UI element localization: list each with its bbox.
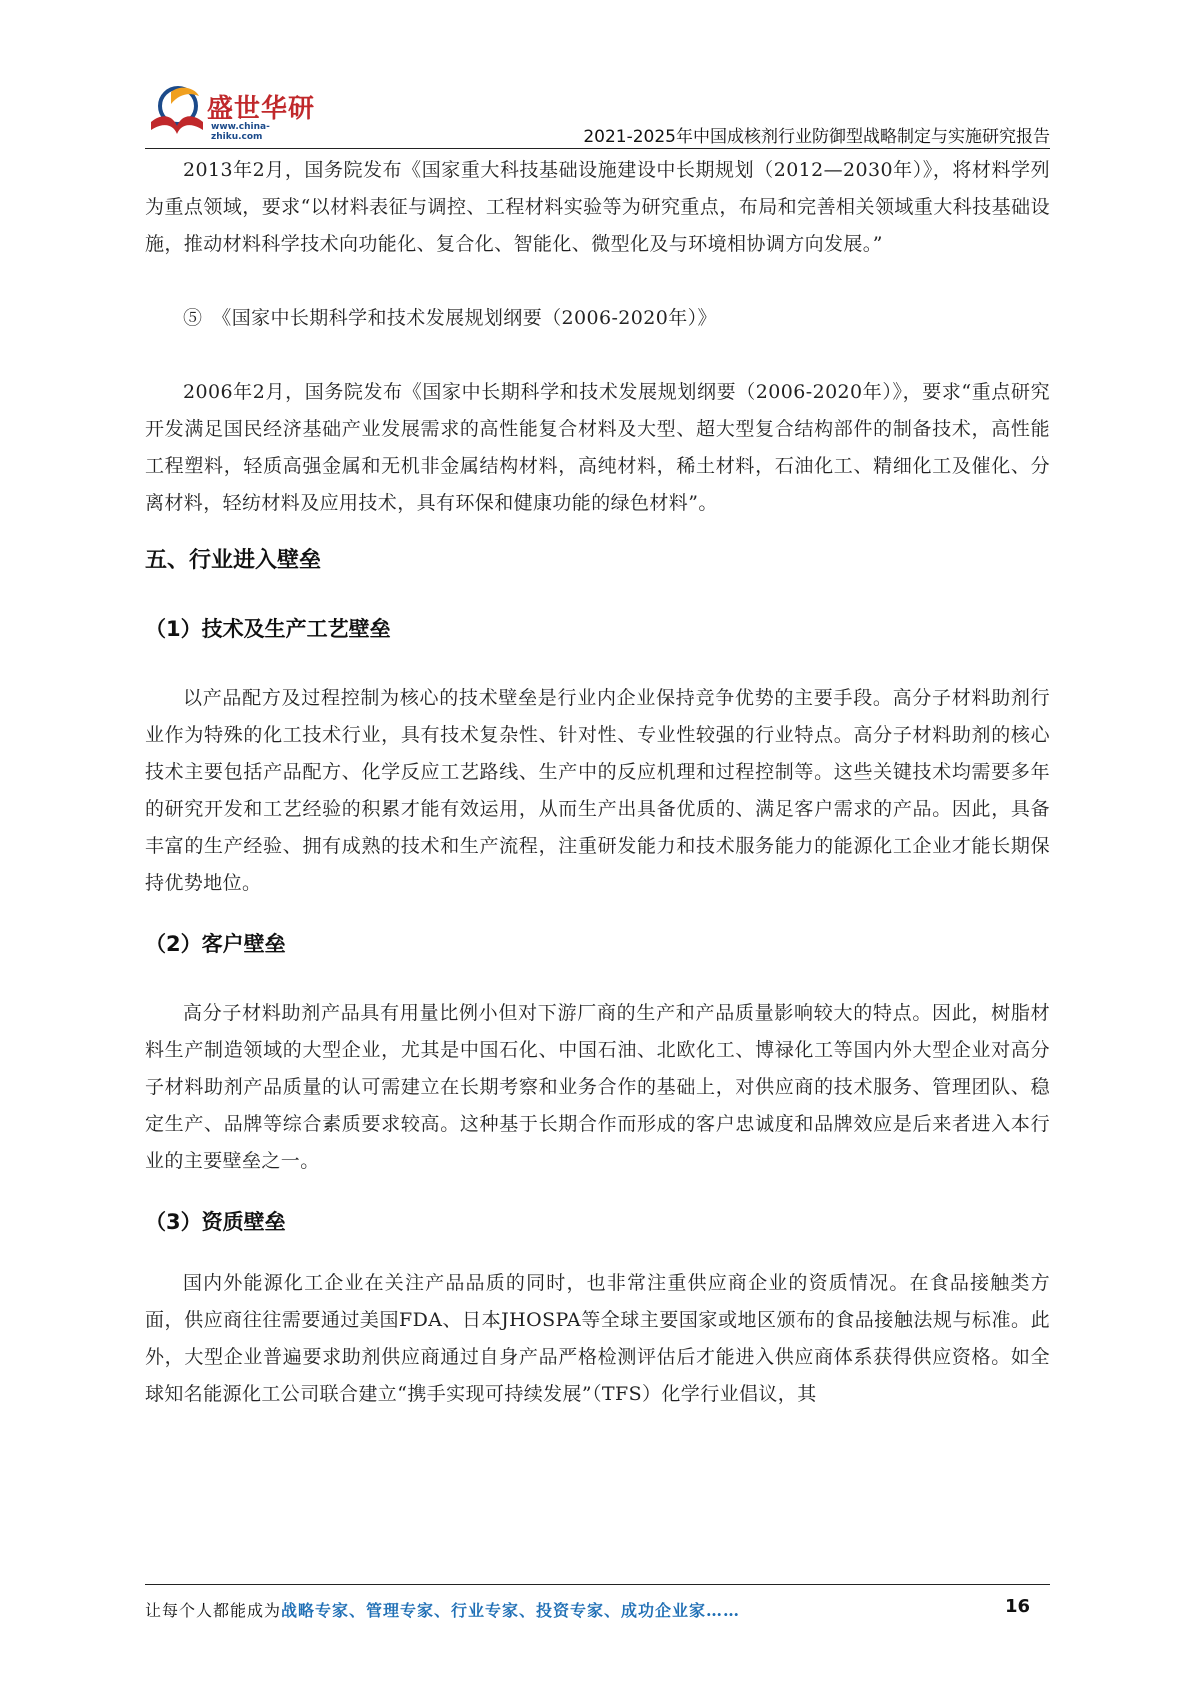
paragraph-technology-barrier: 以产品配方及过程控制为核心的技术壁垒是行业内企业保持竞争优势的主要手段。高分子材料助剂行业作为特殊的化工技术行业，具有技术复杂性、针对性、专业性较强的行业特点。高分子材料助剂的核心技术主要包括产品配方、化学反应工艺路线、生产中的反应机理和过程控制等。这些关键技术均需要多年的研究开发和工艺经验的积累才能有效运用，从而生产出具备优质的、满足客户需求的产品。因此，具备丰富的生产经验、拥有成熟的技术和生产流程，注重研发能力和技术服务能力的能源化工企业才能长期保持优势地位。: [145, 687, 1050, 894]
slogan-highlight: 战略专家、管理专家、行业专家、投资专家、成功企业家……: [281, 1601, 741, 1620]
page-header: [145, 78, 1050, 150]
logo-url: www.china-zhiku.com: [211, 122, 270, 142]
footer-slogan: [145, 1598, 740, 1621]
footer-divider: [145, 1584, 1050, 1585]
page-number: 16: [1004, 1596, 1030, 1617]
paragraph-2006-plan: 2006年2月，国务院发布《国家中长期科学和技术发展规划纲要（2006-2020年）》，要求“重点研究开发满足国民经济基础产业发展需求的高性能复合材料及大型、超大型复合结构部件的制备技术，高性能工程塑料，轻质高强金属和无机非金属结构材料，高纯材料，稀土材料，石油化工、精细化工及催化、分离材料，轻纺材料及应用技术，具有环保和健康功能的绿色材料”。: [145, 381, 1050, 514]
section-heading-entry-barriers: 五、行业进入壁垒: [145, 548, 322, 573]
paragraph-customer-barrier: 高分子材料助剂产品具有用量比例小但对下游厂商的生产和产品质量影响较大的特点。因此，树脂材料生产制造领域的大型企业，尤其是中国石化、中国石油、北欧化工、博禄化工等国内外大型企业对高分子材料助剂产品质量的认可需建立在长期考察和业务合作的基础上，对供应商的技术服务、管理团队、稳定生产、品牌等综合素质要求较高。这种基于长期合作而形成的客户忠诚度和品牌效应是后来者进入本行业的主要壁垒之一。: [145, 1002, 1050, 1172]
subheading-qualification-barrier: （3）资质壁垒: [145, 1210, 286, 1234]
paragraph-qualification-barrier: 国内外能源化工企业在关注产品品质的同时，也非常注重供应商企业的资质情况。在食品接触类方面，供应商往往需要通过美国FDA、日本JHOSPA等全球主要国家或地区颁布的食品接触法规与标准。此外，大型企业普遍要求助剂供应商通过自身产品严格检测评估后才能进入供应商体系获得供应资格。如全球知名能源化工公司联合建立“携手实现可持续发展”（TFS）化学行业倡议，其: [145, 1272, 1050, 1405]
report-title: 2021-2025年中国成核剂行业防御型战略制定与实施研究报告: [583, 127, 1050, 147]
slogan-prefix: 让每个人都能成为: [145, 1601, 282, 1620]
header-divider: [145, 148, 1050, 149]
subheading-technology-barrier: （1）技术及生产工艺壁垒: [145, 617, 391, 641]
page-footer: [145, 1594, 1050, 1624]
logo-book-icon: [145, 82, 207, 138]
paragraph-2013-plan: 2013年2月，国务院发布《国家重大科技基础设施建设中长期规划（2012—2030年）》，将材料学列为重点领域，要求“以材料表征与调控、工程材料实验等为研究重点，布局和完善相关领域重大科技基础设施，推动材料科学技术向功能化、复合化、智能化、微型化及与环境相协调方向发展。”: [145, 159, 1050, 255]
logo-name: 盛世华研: [207, 94, 316, 124]
company-logo: [145, 78, 315, 146]
subheading-customer-barrier: （2）客户壁垒: [145, 932, 286, 956]
list-item-5: ⑤ 《国家中长期科学和技术发展规划纲要（2006-2020年）》: [183, 307, 717, 329]
page-content: [145, 152, 1050, 1413]
